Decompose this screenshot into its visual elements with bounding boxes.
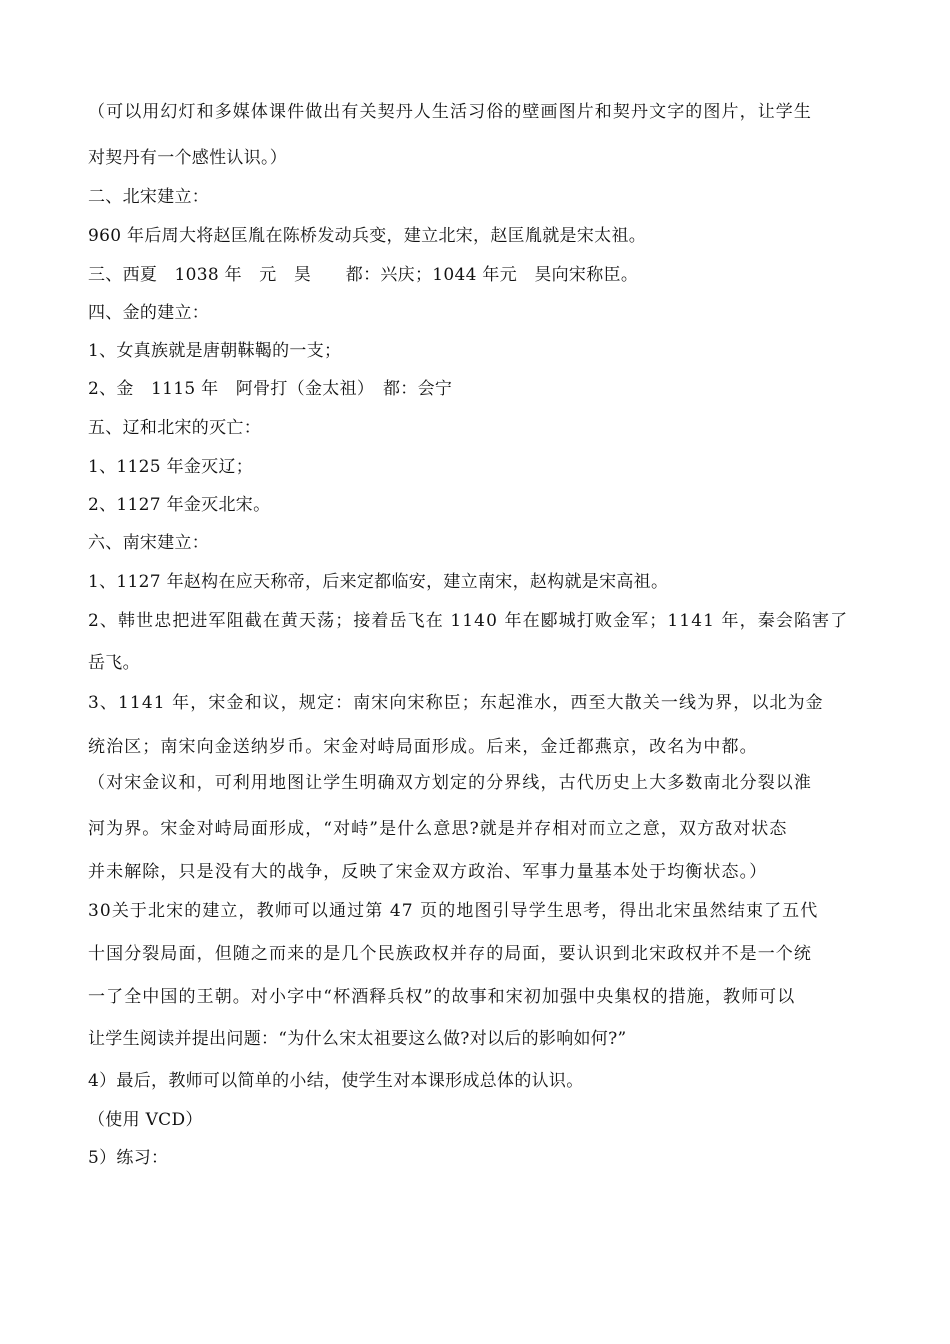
text-line: 岳飞。	[88, 653, 140, 673]
section-heading: 六、南宋建立：	[88, 533, 210, 553]
text-line: 并未解除，只是没有大的战争，反映了宋金双方政治、军事力量基本处于均衡状态。）	[88, 862, 768, 882]
text-line: 对契丹有一个感性认识。）	[88, 148, 288, 168]
text-line: 1、女真族就是唐朝靺鞨的一支；	[88, 341, 342, 361]
text-line: 十国分裂局面，但随之而来的是几个民族政权并存的局面，要认识到北宋政权并不是一个统	[88, 944, 812, 964]
text-line: 3、1141 年，宋金和议，规定：南宋向宋称臣；东起淮水，西至大散关一线为界，以北为金	[88, 693, 824, 713]
text-line: 1、1125 年金灭辽；	[88, 457, 254, 477]
text-line: 2、韩世忠把进军阻截在黄天荡；接着岳飞在 1140 年在郾城打败金军；1141 年，秦会陷害了	[88, 611, 849, 631]
text-line: 960 年后周大将赵匡胤在陈桥发动兵变，建立北宋，赵匡胤就是宋太祖。	[88, 226, 647, 246]
text-line: 统治区；南宋向金送纳岁币。宋金对峙局面形成。后来，金迁都燕京，改名为中都。	[88, 737, 758, 757]
section-heading: 五、辽和北宋的灭亡：	[88, 418, 261, 438]
text-line: （对宋金议和，可利用地图让学生明确双方划定的分界线，古代历史上大多数南北分裂以淮	[88, 773, 812, 793]
text-line: 2、金 1115 年 阿骨打（金太祖） 都：会宁	[88, 379, 453, 399]
text-line: 30关于北宋的建立，教师可以通过第 47 页的地图引导学生思考，得出北宋虽然结束了五代	[88, 901, 819, 921]
section-heading: 四、金的建立：	[88, 303, 210, 323]
text-line: 让学生阅读并提出问题：“为什么宋太祖要这么做?对以后的影响如何?”	[88, 1029, 627, 1049]
text-line: 河为界。宋金对峙局面形成，“对峙”是什么意思?就是并存相对而立之意，双方敌对状态	[88, 819, 788, 839]
section-heading: 三、西夏 1038 年 元 昊 都：兴庆；1044 年元 昊向宋称臣。	[88, 265, 639, 285]
text-line: 1、1127 年赵构在应天称帝，后来定都临安，建立南宋，赵构就是宋高祖。	[88, 572, 669, 592]
text-line: （可以用幻灯和多媒体课件做出有关契丹人生活习俗的壁画图片和契丹文字的图片，让学生	[88, 102, 812, 122]
text-line: 2、1127 年金灭北宋。	[88, 495, 271, 515]
text-line: 一了全中国的王朝。对小字中“杯酒释兵权”的故事和宋初加强中央集权的措施，教师可以	[88, 987, 796, 1007]
text-line: （使用 VCD）	[88, 1110, 203, 1130]
section-heading: 二、北宋建立：	[88, 187, 210, 207]
text-line: 5）练习：	[88, 1148, 169, 1168]
text-line: 4）最后，教师可以简单的小结，使学生对本课形成总体的认识。	[88, 1071, 584, 1091]
